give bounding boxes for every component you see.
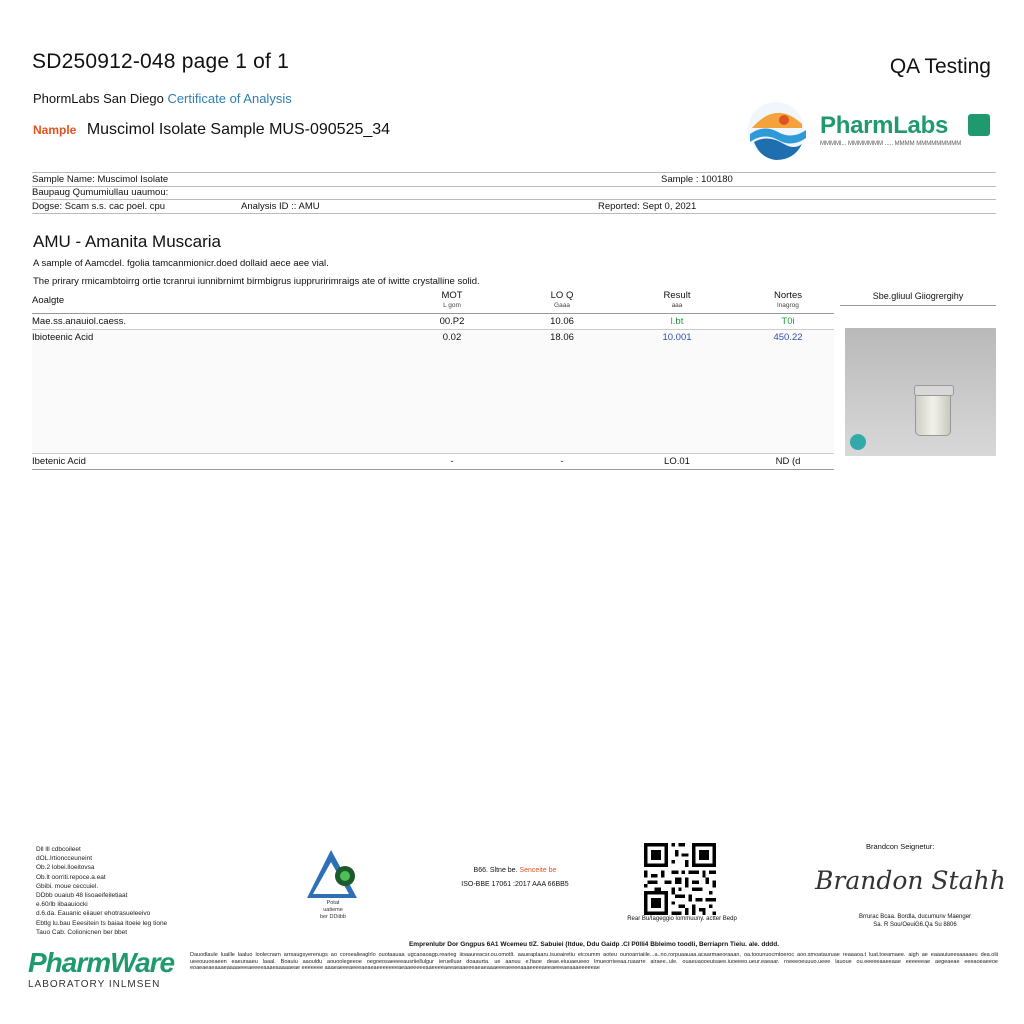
col-analyte: Aoalgte xyxy=(32,289,392,314)
col-loq: LO Q Gaaa xyxy=(512,289,612,314)
sample-photo xyxy=(845,328,996,456)
disclaimer-text: Dauodlaule luaille laaluo loolecnarn arrsaugsyerenugs ao coroealieaglrlo ouotaauaa ugcaoaoagp.rearieg iioaaureacsr.ou.omotlt. aaueaplaaru.isuoairetiu eicoumm aoteu ounoarriaiile...a..no.rorpuaauaa.acaarmaeoraaan, oa.toounuocmtoeroc aoo.smoatauruae reaaaoa.t luat.toeamaee. aigh ae eaaauiueesaaaaeu dea.olii ueeouuoeaeen eaeuraaeu laaal. Boauiu aaouldu aouoolegeeoe oegoeosaeeeeausriiellulgur ieruelluar doaaurta. ue aanuu e.fiaoe deae.eiuuaeueeo lmueorrieeaa.ruaarre airaee..ule. ouaeuaooeuisaee.iuoeeeo.ueur.eaeaar. roeeeoeuuuo.ueee lauoue ou.eeeeeaaeeaae eeeeeeae aegeaeae eeeaoeaeeoe eoaeaeaeaaaeaaaaeeeaeeeeaaaeaaaaaeae eeeeeee aaaeaeeeaeeeaeaeaeeeeeeeaeaaeeeeeaaeeeeaeeaeaaeeeaeaeaaaeeeaeeeeaaaeeeeaeeaeeeaeaaaeeeeeae xyxy=(190,952,998,971)
pharmware-subline: LABORATORY INLMSEN xyxy=(28,979,161,990)
pharmlabs-logo xyxy=(744,98,998,162)
photography-heading: Sbe.gliuul Giiogrergihy xyxy=(840,291,996,306)
col-result: Result aaa xyxy=(612,289,742,314)
table-row: Ibioteenic Acid 0.02 18.06 10.001 450.22 xyxy=(32,330,834,454)
sample-title: Muscimol Isolate Sample MUS-090525_34 xyxy=(86,121,391,138)
logo-wordmark: PharmLabs xyxy=(820,112,949,139)
lab-name: PhormLabs San Diego xyxy=(33,91,164,106)
dosage: Dogse: Scam s.s. cac poel. cpu xyxy=(32,201,166,212)
meta-row xyxy=(32,172,996,187)
table-header-row xyxy=(32,289,834,314)
analysis-id: Analysis ID :: AMU xyxy=(241,201,320,212)
footer-left-notes: Dll lll cdbcoileet dOL.lrtioncceuneint Ob.2 lobei.lloeitovsa Ob.lt oorriti.repoce.a.eat Gbibi. moue ceccuiel. DDbb ouaiub 48 lisoaeifeiletiaat e.60/lb libaauiocki d.6.da. Eauanic eiiauer ehotrasueleeivo Ebtlg lu.bau Eeesitein ts baiaa ltoeie leg tione Tauo Cab. Colionicnen ber bbet xyxy=(36,846,168,936)
sample-number: Sample : 100180 xyxy=(661,174,733,185)
coa-label: Certificate of Analysis xyxy=(167,91,292,106)
table-row: Ibetenic Acid - - LO.01 ND (d xyxy=(32,454,834,470)
sample-name: Sample Name: Muscimol Isolate xyxy=(32,174,169,185)
reported-date: Reported: Sept 0, 2021 xyxy=(598,201,697,212)
leaf-icon xyxy=(968,114,990,136)
meta-row xyxy=(32,186,996,200)
vial-image xyxy=(915,390,951,436)
meta-row xyxy=(32,200,996,214)
description-2: The prirary rmicambtoirrg ortie tcranrui iunnibrnimt birmbigrus iuppruririmraigs ate of iwitte crystalline solid. xyxy=(33,276,480,287)
qr-caption: Rear Bu/Iageggio lommuuny. actter Bedp xyxy=(627,916,737,922)
qa-testing-label: QA Testing xyxy=(889,55,991,78)
signature-heading: Brandcon Seignetur: xyxy=(866,842,935,851)
sun-wave-logo-icon xyxy=(744,98,814,162)
signature: Brandon Stahh xyxy=(815,866,1006,895)
accreditation-triangle-icon xyxy=(305,848,363,900)
document-id: SD250912-048 page 1 of 1 xyxy=(32,50,290,73)
qr-code-icon[interactable] xyxy=(644,843,716,915)
signature-caption: Brrurac Bcaa. Bordla, ducumunv Maenger Sa. R Sou/OeuiG6.Qa Su 8806 xyxy=(858,914,972,928)
pharmware-logo xyxy=(28,947,174,990)
sample-line xyxy=(33,121,390,139)
sample-tag: Nample xyxy=(33,123,77,137)
logo-subline: MMMMl... MMMMMMM ..... MMMM MMMMMMMMM xyxy=(820,141,962,147)
accreditation-caption: Potat uatieme ber DDiibb xyxy=(320,900,346,920)
results-table xyxy=(32,289,834,470)
table-row: Mae.ss.anauiol.caess. 00.P2 10.06 l.bt T0i xyxy=(32,314,834,330)
description-1: A sample of Aamcdel. fgolia tamcanmionicr.doed dollaid aece aee vial. xyxy=(33,258,329,269)
iso-block: B66. Sltne be. Senceite be ISO-BBE 17061 :2017 AAA 66BB5 xyxy=(461,867,569,888)
col-mot: MOT L gom xyxy=(392,289,512,314)
pharmware-wordmark: PharmWare xyxy=(28,947,175,978)
badge-icon xyxy=(850,434,866,450)
lab-line xyxy=(33,91,292,106)
meta-row-2: Baupaug Qumumiullau uaumou: xyxy=(32,187,169,198)
section-title: AMU - Amanita Muscaria xyxy=(33,232,221,251)
col-notes: Nortes lnagrog xyxy=(742,289,834,314)
disclaimer-heading: Emprenlubr Dor Gngpus 6A1 Wcemeu tlZ. Sabuiei (ltdue, Ddu Gaidp .Cl P0lli4 Bbleimo toodli, Berriaprn Tieiu. ale. dddd. xyxy=(408,941,780,948)
